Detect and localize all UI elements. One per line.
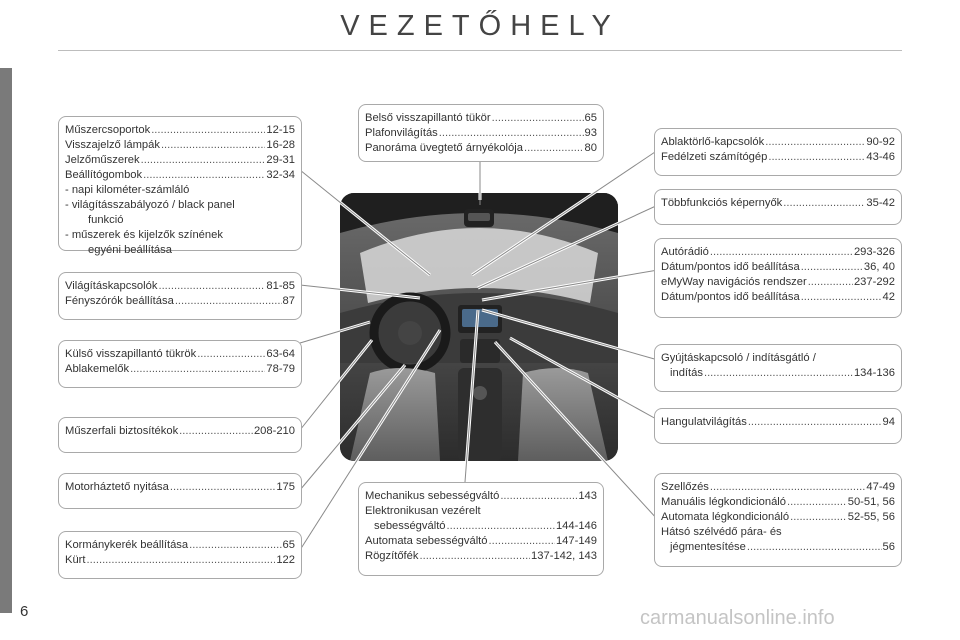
- sub-item: - műszerek és kijelzők színének: [65, 229, 223, 241]
- list-item[interactable]: Visszajelző lámpák ..... 16-28: [65, 138, 295, 153]
- list-item[interactable]: Motorháztető nyitása ..... 175: [65, 480, 295, 495]
- sub-item: egyéni beállítása: [88, 244, 172, 256]
- sub-item: - világításszabályozó / black panel: [65, 199, 235, 211]
- list-item[interactable]: Automata légkondicionáló ..... 52-55, 56: [661, 510, 895, 525]
- list-item[interactable]: Fedélzeti számítógép ..... 43-46: [661, 150, 895, 165]
- box-gearbox: [358, 482, 604, 576]
- list-item[interactable]: Autórádió ..... 293-326: [661, 245, 895, 260]
- box-ambient: [654, 408, 902, 444]
- box-interior-mirror: [358, 104, 604, 162]
- box-steering: [58, 531, 302, 579]
- page-number: 6: [20, 603, 29, 620]
- box-lights: [58, 272, 302, 320]
- box-audio: [654, 238, 902, 318]
- chapter-side-tab: [0, 68, 12, 613]
- list-item[interactable]: Kürt ..... 122: [65, 553, 295, 568]
- list-item[interactable]: Panoráma üvegtető árnyékolója ..... 80: [365, 141, 597, 156]
- list-item[interactable]: Kormánykerék beállítása ..... 65: [65, 538, 295, 553]
- list-item[interactable]: Rögzítőfék ..... 137-142, 143: [365, 549, 597, 564]
- watermark: carmanualsonline.info: [640, 607, 835, 629]
- list-item[interactable]: Műszercsoportok ..... 12-15: [65, 123, 295, 138]
- list-item[interactable]: Dátum/pontos idő beállítása ..... 42: [661, 290, 895, 305]
- sub-item: funkció: [88, 214, 124, 226]
- page-title: VEZETŐHELY: [340, 10, 620, 42]
- list-item[interactable]: Szellőzés ..... 47-49: [661, 480, 895, 495]
- list-item[interactable]: Automata sebességváltó ..... 147-149: [365, 534, 597, 549]
- title-divider: [58, 50, 902, 51]
- list-item[interactable]: Hangulatvilágítás ..... 94: [661, 415, 895, 430]
- list-item[interactable]: Többfunkciós képernyők ..... 35-42: [661, 196, 895, 211]
- list-item[interactable]: Fényszórók beállítása ..... 87: [65, 294, 295, 309]
- list-item[interactable]: Beállítógombok ..... 32-34: [65, 168, 295, 183]
- list-item[interactable]: indítás ..... 134-136: [661, 366, 895, 381]
- sub-item: - napi kilométer-számláló: [65, 184, 190, 196]
- box-ventilation: [654, 473, 902, 567]
- box-multifunction: [654, 189, 902, 225]
- list-item[interactable]: sebességváltó ..... 144-146: [365, 519, 597, 534]
- list-item[interactable]: Mechanikus sebességváltó ..... 143: [365, 489, 597, 504]
- list-item[interactable]: jégmentesítése ..... 56: [661, 540, 895, 555]
- list-item[interactable]: Ablaktörlő-kapcsolók ..... 90-92: [661, 135, 895, 150]
- list-item[interactable]: Világításkapcsolók ..... 81-85: [65, 279, 295, 294]
- list-item-heading: Elektronikusan vezérelt: [365, 505, 481, 517]
- list-item[interactable]: Belső visszapillantó tükör ..... 65: [365, 111, 597, 126]
- list-item[interactable]: Plafonvilágítás ..... 93: [365, 126, 597, 141]
- list-item[interactable]: eMyWay navigációs rendszer ..... 237-292: [661, 275, 895, 290]
- list-item[interactable]: Műszerfali biztosítékok ..... 208-210: [65, 424, 295, 439]
- box-bonnet: [58, 473, 302, 509]
- box-wipers: [654, 128, 902, 176]
- dashboard-photo: [340, 193, 618, 461]
- list-item[interactable]: Ablakemelők ..... 78-79: [65, 362, 295, 377]
- box-fuses: [58, 417, 302, 453]
- list-item[interactable]: Külső visszapillantó tükrök ..... 63-64: [65, 347, 295, 362]
- box-ignition: [654, 344, 902, 392]
- list-item[interactable]: Dátum/pontos idő beállítása ..... 36, 40: [661, 260, 895, 275]
- cockpit-illustration: [340, 193, 618, 461]
- list-item-heading: Gyújtáskapcsoló / indításgátló /: [661, 352, 816, 364]
- list-item-heading: Hátsó szélvédő pára- és: [661, 526, 782, 538]
- box-instruments: [58, 116, 302, 256]
- list-item[interactable]: Jelzőműszerek ..... 29-31: [65, 153, 295, 168]
- list-item[interactable]: Manuális légkondicionáló ..... 50-51, 56: [661, 495, 895, 510]
- box-ext-mirrors: [58, 340, 302, 388]
